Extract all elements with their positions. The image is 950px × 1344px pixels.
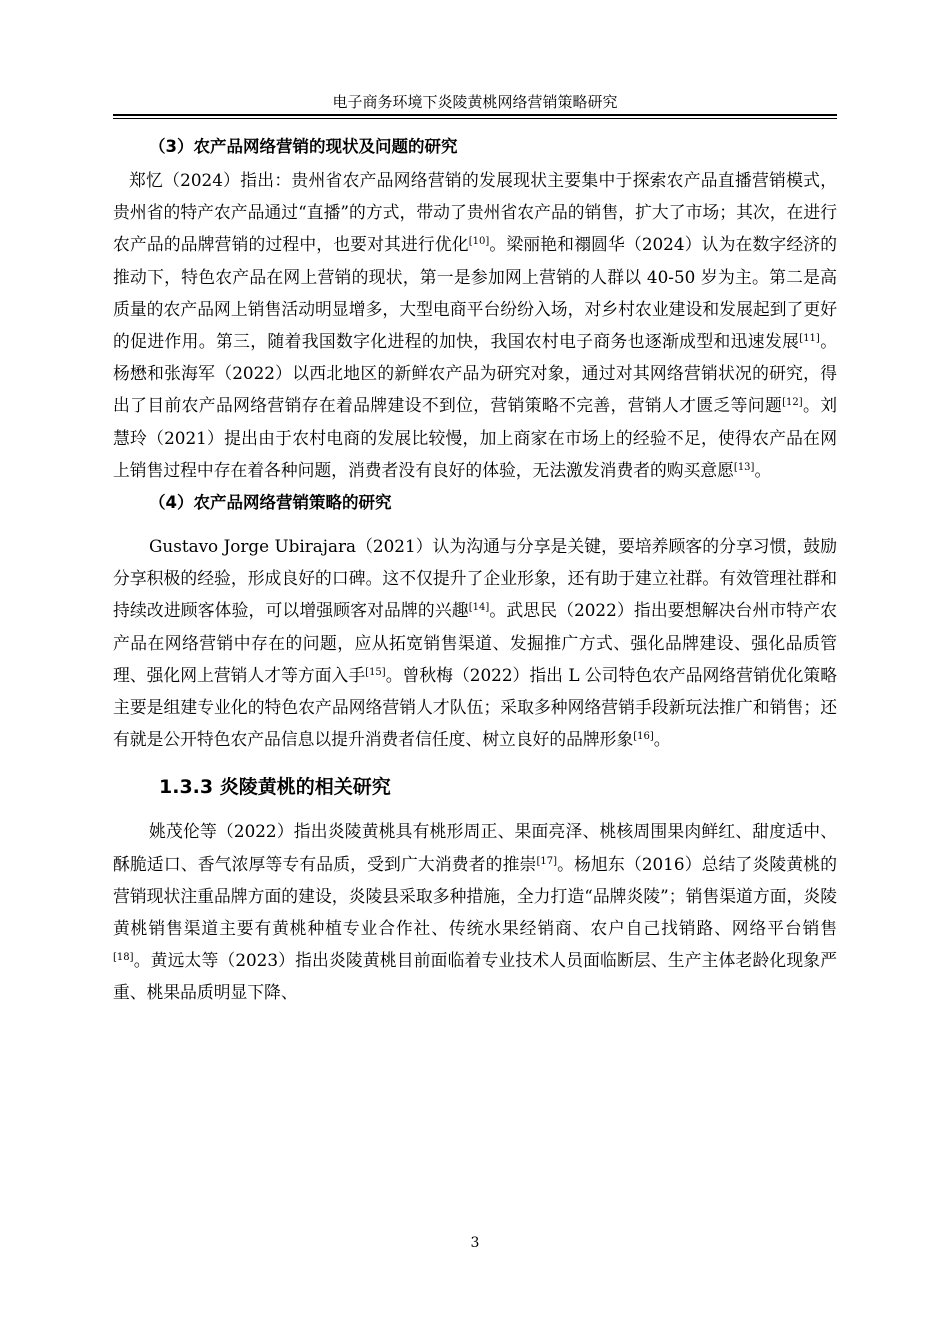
text-run: 。: [653, 729, 671, 750]
paragraph-strategy-research: [113, 530, 837, 755]
citation-ref: [17]: [536, 855, 557, 867]
text-run: 。武思民（2022）指出要想解决台州市特产农产品在网络营销中存在的问题，应从拓宽销售渠道、发掘推广方式、强化品牌建设、强化品质管理、强化网上营销人才等方面入手: [113, 600, 837, 685]
subheading-3: （3）农产品网络营销的现状及问题的研究: [149, 137, 458, 156]
text-run: 郑忆（2024）指出：贵州省农产品网络营销的发展现状主要集中于探索农产品直播营销模式，贵州省的特产农产品通过“直播”的方式，带动了贵州省农产品的销售，扩大了市场；其次，在进行农产品的品牌营销的过程中，也要对其进行优化: [113, 170, 837, 255]
text-run: 。曾秋梅（2022）指出 L 公司特色农产品网络营销优化策略主要是组建专业化的特色农产品网络营销人才队伍；采取多种网络营销手段新玩法推广和销售；还有就是公开特色农产品信息以提升消费者信任度、树立良好的品牌形象: [113, 664, 837, 750]
text-run: Gustavo Jorge Ubirajara（2021）认为沟通与分享是关键，要培养顾客的分享习惯，鼓励分享积极的经验，形成良好的口碑。这不仅提升了企业形象，还有助于建立社群。有效管理社群和持续改进顾客体验，可以增强顾客对品牌的兴趣: [113, 536, 837, 621]
citation-ref: [12]: [782, 397, 803, 409]
citation-ref: [13]: [733, 461, 755, 473]
text-run: 。: [754, 459, 772, 480]
page-body: [113, 130, 837, 1009]
text-run: 。杨懋和张海军（2022）以西北地区的新鲜农产品为研究对象，通过对其网络营销状况的研究，得出了目前农产品网络营销存在着品牌建设不到位，营销策略不完善，营销人才匮乏等问题: [113, 331, 837, 416]
paragraph-yanling-peach-research: [113, 815, 837, 1008]
citation-ref: [11]: [799, 333, 820, 345]
page-header-title: 电子商务环境下炎陵黄桃网络营销策略研究: [332, 93, 618, 111]
text-run: 。杨旭东（2016）总结了炎陵黄桃的营销现状注重品牌方面的建设，炎陵县采取多种措施，全力打造“品牌炎陵”；销售渠道方面，炎陵黄桃销售渠道主要有黄桃种植专业合作社、传统水果经销商、农户自己找销路、网络平台销售: [113, 853, 837, 939]
citation-ref: [14]: [468, 602, 490, 614]
header-rule: [113, 114, 837, 119]
citation-ref: [18]: [113, 952, 134, 964]
text-run: 。刘慧玲（2021）提出由于农村电商的发展比较慢，加上商家在市场上的经验不足，使得农产品在网上销售过程中存在着各种问题，消费者没有良好的体验，无法激发消费者的购买意愿: [113, 395, 837, 480]
text-run: 。梁丽艳和禤圆华（2024）认为在数字经济的推动下，特色农产品在网上营销的现状，第一是参加网上营销的人群以 40-50 岁为主。第二是高质量的农产品网上销售活动明显增多，大型电商平台纷纷入场，对乡村农业建设和发展起到了更好的促进作用。第三，随着我国数字化进程的加快，我国农村电子商务也逐渐成型和迅速发展: [113, 234, 837, 352]
citation-ref: [16]: [633, 731, 654, 743]
text-run: 姚茂伦等（2022）指出炎陵黄桃具有桃形周正、果面亮泽、桃核周围果肉鲜红、甜度适中、酥脆适口、香气浓厚等专有品质，受到广大消费者的推崇: [113, 821, 837, 874]
citation-ref: [10]: [468, 236, 490, 248]
text-run: 。黄远太等（2023）指出炎陵黄桃目前面临着专业技术人员面临断层、生产主体老龄化现象严重、桃果品质明显下降、: [113, 950, 837, 1003]
citation-ref: [15]: [365, 666, 386, 678]
paragraph-status-research: [113, 164, 837, 486]
page-number: 3: [470, 1235, 480, 1251]
section-heading-1-3-3: 1.3.3 炎陵黄桃的相关研究: [159, 776, 391, 799]
subheading-4: （4）农产品网络营销策略的研究: [149, 493, 392, 513]
